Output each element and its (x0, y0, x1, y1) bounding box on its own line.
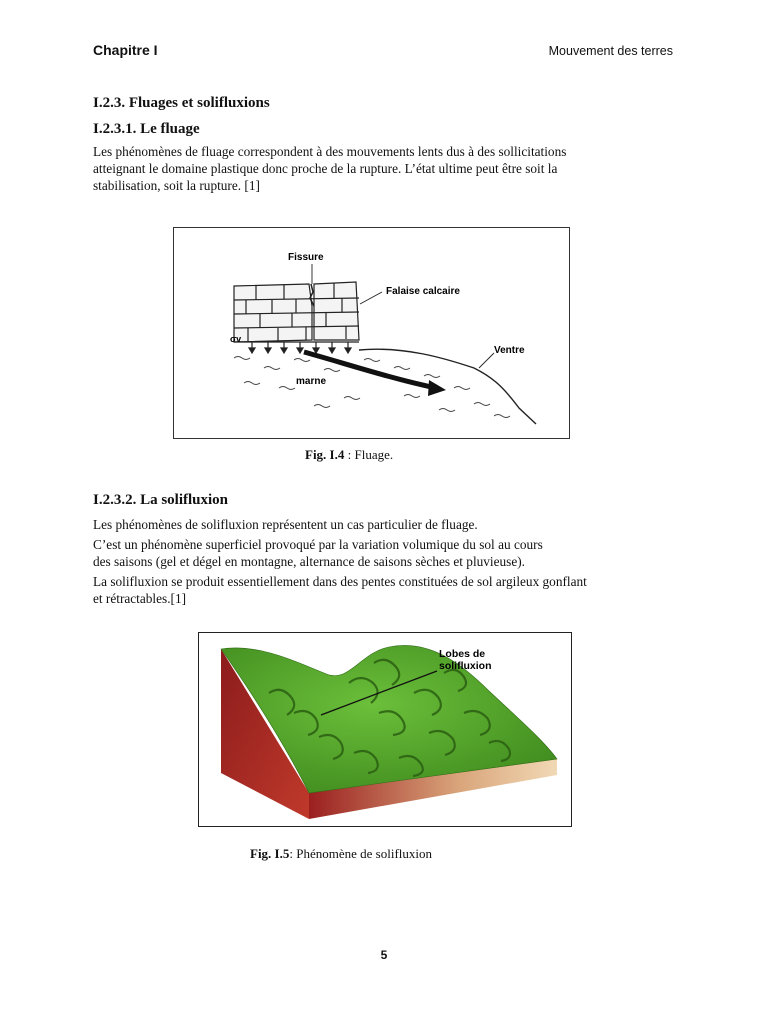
label-sigma: σv (230, 334, 242, 344)
label-lobes-line2: solifluxion (439, 660, 492, 672)
header-title: Mouvement des terres (548, 44, 673, 58)
header-chapter: Chapitre I (93, 42, 158, 58)
caption-fig-i5 (250, 846, 432, 862)
cliff-blocks (234, 282, 359, 342)
slope-profile (359, 349, 536, 424)
label-fissure: Fissure (288, 252, 324, 263)
page-number: 5 (380, 948, 388, 962)
label-falaise: Falaise calcaire (386, 286, 460, 297)
fluage-paragraph (93, 143, 683, 194)
solifluxion-line: C’est un phénomène superficiel provoqué par la variation volumique du sol au cours (93, 537, 543, 552)
stress-arrows (234, 342, 359, 353)
caption-fig-i5-text: : Phénomène de solifluxion (289, 846, 432, 861)
fluage-line: stabilisation, soit la rupture. [1] (93, 178, 260, 193)
label-marne: marne (296, 376, 327, 387)
fluage-line: Les phénomènes de fluage correspondent à des mouvements lents dus à des sollicitations (93, 144, 567, 159)
arrow-head (428, 380, 446, 396)
caption-fig-i5-label: Fig. I.5 (250, 846, 290, 861)
subsection-fluage-heading: I.2.3.1. Le fluage (93, 121, 200, 137)
solifluxion-line: et rétractables.[1] (93, 591, 187, 606)
caption-fig-i4-text: : Fluage. (344, 447, 394, 462)
fluage-diagram (174, 228, 569, 438)
label-ventre: Ventre (494, 345, 525, 356)
figure-solifluxion (198, 632, 572, 827)
fluage-line: atteignant le domaine plastique donc proche de la rupture. L’état ultime peut être soit la (93, 161, 558, 176)
caption-fig-i4-label: Fig. I.4 (305, 447, 345, 462)
figure-fluage (173, 227, 570, 439)
section-heading: I.2.3. Fluages et solifluxions (93, 95, 270, 111)
solifluxion-line: La solifluxion se produit essentiellement dans des pentes constituées de sol argileux gonflant (93, 574, 587, 589)
caption-fig-i4 (305, 447, 393, 463)
solifluxion-block-diagram (199, 633, 571, 826)
solifluxion-line: Les phénomènes de solifluxion représentent un cas particulier de fluage. (93, 517, 478, 532)
solifluxion-line: des saisons (gel et dégel en montagne, alternance de saisons sèches et pluvieuse). (93, 554, 526, 569)
label-lobes-line1: Lobes de (439, 648, 486, 660)
solifluxion-paragraph (93, 516, 683, 607)
subsection-solifluxion-heading: I.2.3.2. La solifluxion (93, 492, 229, 508)
